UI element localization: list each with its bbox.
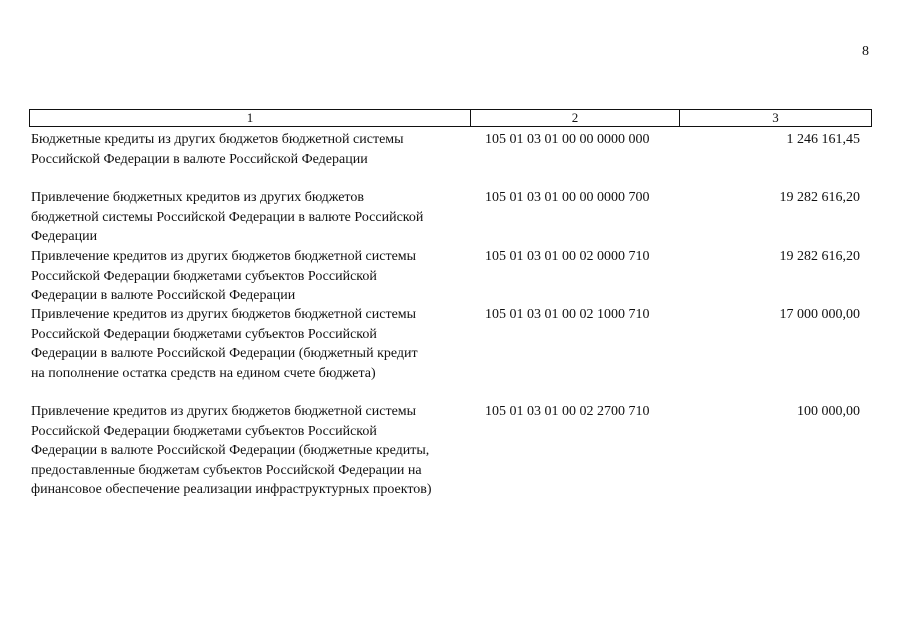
row-amount: 17 000 000,00 [779,307,860,322]
row-description: Привлечение кредитов из других бюджетов бюджетной системы Российской Федерации бюджетами субъектов Российской Федерации в валюте Российской Федерации (бюджетные кредиты, предоставленные бюджетам субъектов Российской Федерации на финансовое обеспечение реализации инфраструктурных проектов) [31,404,432,497]
row-amount: 19 282 616,20 [779,190,860,205]
row-code: 105 01 03 01 00 02 1000 710 [485,307,650,322]
header-cell-3: 3 [772,110,779,125]
page-number: 8 [862,44,869,59]
row-description: Привлечение кредитов из других бюджетов бюджетной системы Российской Федерации бюджетами субъектов Российской Федерации в валюте Российской Федерации [31,249,417,303]
row-description: Привлечение бюджетных кредитов из других бюджетов бюджетной системы Российской Федерации в валюте Российской Федерации [31,190,424,244]
row-code: 105 01 03 01 00 02 2700 710 [485,404,650,419]
row-amount: 100 000,00 [797,404,860,419]
row-code: 105 01 03 01 00 02 0000 710 [485,249,650,264]
row-description: Привлечение кредитов из других бюджетов бюджетной системы Российской Федерации бюджетами субъектов Российской Федерации в валюте Российской Федерации (бюджетный кредит на пополнение остатка средств на едином счете бюджета) [31,307,418,381]
row-amount: 1 246 161,45 [786,132,860,147]
row-description: Бюджетные кредиты из других бюджетов бюджетной системы Российской Федерации в валюте Российской Федерации [31,132,404,167]
header-cell-1: 1 [30,110,471,126]
row-code: 105 01 03 01 00 00 0000 000 [485,132,650,147]
header-cell-2: 2 [471,110,680,126]
row-amount: 19 282 616,20 [779,249,860,264]
table-header [29,109,872,127]
row-code: 105 01 03 01 00 00 0000 700 [485,190,650,205]
